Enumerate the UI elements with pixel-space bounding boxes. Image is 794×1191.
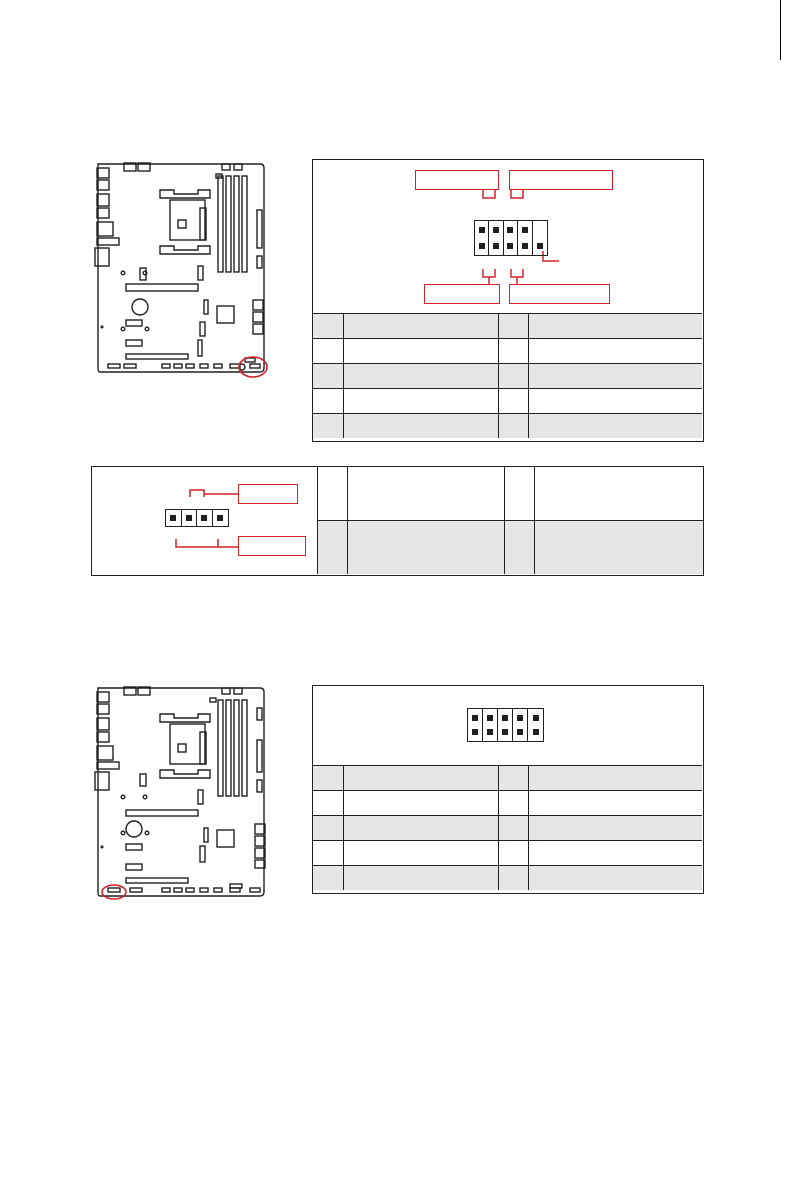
connector-panel-bottom [312,685,704,894]
table-row [313,866,702,891]
motherboard-diagram-bottom [90,684,275,904]
table-row [313,414,702,439]
page-edge-line [780,0,781,60]
table-row [313,816,702,841]
table-row [313,339,702,364]
table-row [313,314,702,339]
pin-header-2x5 [474,220,548,256]
table-row [313,766,702,791]
table-row [317,467,703,521]
pin-header-2x5-bottom [467,708,544,742]
table-row [313,389,702,414]
table-row [313,841,702,866]
table-row [317,521,703,575]
pin-definition-table-bottom [313,765,702,890]
pin-header-1x4 [165,509,229,527]
motherboard-diagram-top [90,160,275,380]
table-row [313,364,702,389]
pin-definition-table-middle [317,467,703,574]
connector-panel-top [312,159,704,442]
connector-panel-middle [91,466,704,576]
table-left-border [317,467,318,574]
pin-definition-table-top [313,313,702,438]
table-row [313,791,702,816]
